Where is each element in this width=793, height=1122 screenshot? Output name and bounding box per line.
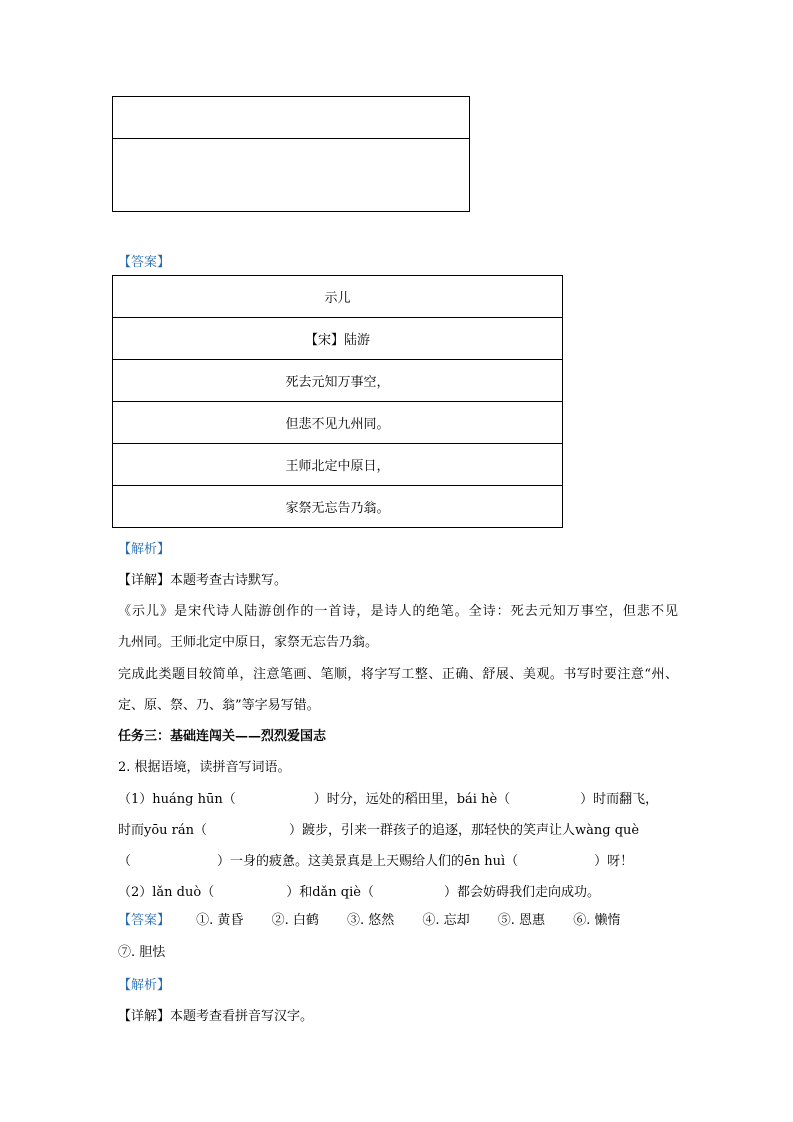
- poem-line: 但悲不见九州同。: [113, 402, 563, 444]
- answer-item: ④. 忘却: [422, 913, 470, 928]
- answer-tag: 【答案】: [118, 913, 171, 928]
- pinyin-text: （2）lǎn duò（: [118, 885, 215, 900]
- pinyin-text: ）呀！: [594, 854, 634, 869]
- answer-item: ⑥. 懒惰: [573, 913, 621, 928]
- answer-item: ①. 黄昏: [196, 913, 244, 928]
- answer-row: [118, 909, 678, 928]
- detail-text: 【详解】本题考查看拼音写汉字。: [118, 1009, 314, 1024]
- poem-title: 示儿: [113, 276, 563, 318]
- paragraph-line: 九州同。王师北定中原日，家祭无忘告乃翁。: [118, 635, 379, 650]
- answer-item: ②. 白鹤: [271, 913, 319, 928]
- pinyin-text: 时而yōu rán（: [118, 823, 208, 838]
- answer-item: ⑤. 恩惠: [497, 913, 546, 928]
- blank-cell: [113, 97, 470, 139]
- poem-line: 家祭无忘告乃翁。: [113, 486, 563, 528]
- pinyin-text: ）都会妨碍我们走向成功。: [443, 885, 600, 900]
- detail-text: 【详解】本题考查古诗默写。: [118, 573, 288, 588]
- paragraph-line: 《示儿》是宋代诗人陆游创作的一首诗，是诗人的绝笔。全诗：死去元知万事空，但悲不见: [118, 604, 678, 619]
- section-heading: 任务三：基础连闯关——烈烈爱国志: [118, 729, 327, 744]
- paragraph-line: 完成此类题目较简单，注意笔画、笔顺，将字写工整、正确、舒展、美观。书写时要注意“州、: [118, 667, 678, 682]
- question-line: [118, 788, 678, 807]
- blank-cell: [113, 139, 470, 212]
- analysis-tag: 【解析】: [118, 978, 171, 993]
- poem-line: 王师北定中原日，: [113, 444, 563, 486]
- question-line: [118, 819, 678, 838]
- blank-poem-table: [112, 96, 470, 212]
- pinyin-text: ）一身的疲惫。这美景真是上天赐给人们的ēn huì（: [217, 854, 519, 869]
- question-line: [118, 881, 678, 900]
- poem-table: [112, 275, 563, 528]
- pinyin-text: ）时分，远处的稻田里，bái hè（: [313, 792, 511, 807]
- answer-item: ③. 悠然: [346, 913, 395, 928]
- answer-tag: 【答案】: [118, 255, 171, 270]
- pinyin-text: ）踱步，引来一群孩子的追逐，那轻快的笑声让人wàng què: [289, 823, 640, 838]
- poem-author: 【宋】陆游: [113, 318, 563, 360]
- poem-line: 死去元知万事空，: [113, 360, 563, 402]
- question-text: 2. 根据语境，读拼音写词语。: [118, 760, 291, 775]
- pinyin-text: ）和dǎn qiè（: [286, 885, 374, 900]
- question-line: [118, 850, 678, 869]
- paragraph-line: 定、原、祭、乃、翁”等字易写错。: [118, 698, 320, 713]
- analysis-tag: 【解析】: [118, 542, 171, 557]
- pinyin-text: ）时而翻飞，: [580, 792, 659, 807]
- pinyin-text: （: [118, 854, 132, 869]
- pinyin-text: （1）huáng hūn（: [118, 792, 236, 807]
- answer-item: ⑦. 胆怯: [118, 945, 166, 960]
